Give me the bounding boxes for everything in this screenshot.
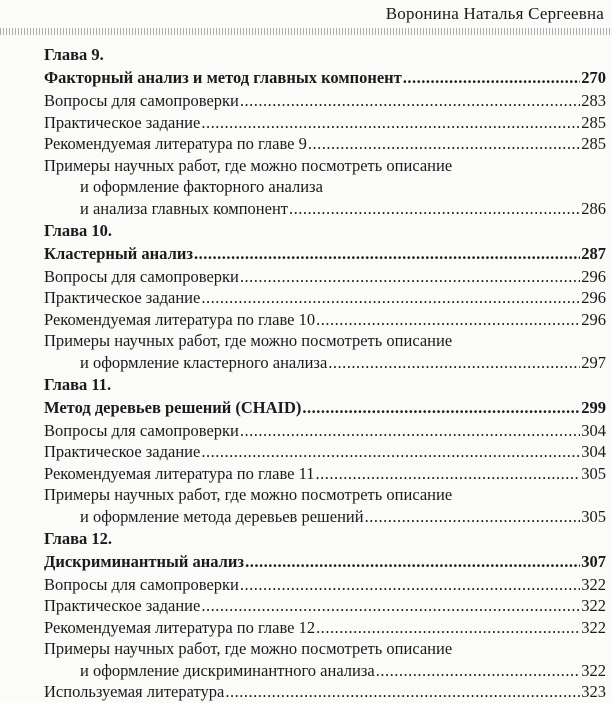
chapter-label: Глава 9.: [44, 45, 104, 64]
entry-title-line: Примеры научных работ, где можно посмотреть описание: [44, 485, 453, 505]
entry-title-line: и оформление дискриминантного анализа: [80, 660, 375, 680]
chapter-block: [44, 44, 606, 220]
toc-entry[interactable]: [44, 463, 606, 485]
chapter-title-entry[interactable]: [44, 396, 606, 420]
dot-leader: [328, 352, 580, 374]
dot-leader: [240, 90, 580, 112]
dot-leader: [194, 242, 580, 266]
toc-entry[interactable]: [44, 420, 606, 442]
page-number: 285: [581, 134, 606, 154]
chapter-title: Метод деревьев решений (CHAID): [44, 397, 302, 417]
page-number: 285: [581, 112, 606, 132]
examples-entry[interactable]: [44, 484, 606, 527]
page-number: 304: [581, 442, 606, 462]
entry-title-line: и оформление метода деревьев решений: [80, 506, 364, 526]
page-number: 297: [581, 352, 606, 372]
chapter-title-entry[interactable]: [44, 242, 606, 266]
page-number: 270: [581, 68, 606, 87]
chapter-block: [44, 528, 606, 682]
header-rule: [0, 28, 612, 35]
toc-entry[interactable]: [44, 90, 606, 112]
entry-title: Практическое задание: [44, 442, 201, 462]
page-number: 322: [581, 596, 606, 616]
entry-title-line: Примеры научных работ, где можно посмотреть описание: [44, 331, 453, 351]
toc-entry[interactable]: [44, 266, 606, 288]
dot-leader: [225, 681, 580, 703]
entry-title-line: и оформление факторного анализа: [80, 177, 323, 197]
page-number: 283: [581, 91, 606, 110]
table-of-contents: [44, 44, 606, 703]
entry-title: Практическое задание: [44, 112, 201, 132]
dot-leader: [289, 198, 580, 220]
entry-title: Вопросы для самопроверки: [44, 574, 239, 594]
dot-leader: [308, 133, 580, 155]
chapter-title: Кластерный анализ: [44, 243, 193, 263]
entry-title: Вопросы для самопроверки: [44, 266, 239, 286]
page-number: 286: [581, 198, 606, 218]
toc-entry[interactable]: [44, 287, 606, 309]
chapter-block: [44, 220, 606, 374]
page-number: 296: [581, 266, 606, 286]
page-number: 305: [581, 506, 606, 526]
dot-leader: [365, 506, 581, 528]
entry-title: Практическое задание: [44, 288, 201, 308]
entry-title: Рекомендуемая литература по главе 12: [44, 617, 316, 637]
dot-leader: [201, 112, 580, 134]
dot-leader: [240, 574, 580, 596]
chapter-block: [44, 374, 606, 528]
page-number: 304: [581, 420, 606, 440]
entry-title: Рекомендуемая литература по главе 11: [44, 463, 315, 483]
dot-leader: [316, 617, 580, 639]
toc-entry[interactable]: [44, 617, 606, 639]
toc-entry[interactable]: [44, 112, 606, 134]
chapter-title-entry[interactable]: [44, 66, 606, 90]
page-number: 287: [581, 243, 606, 263]
dot-leader: [403, 66, 580, 90]
entry-title: Рекомендуемая литература по главе 10: [44, 309, 316, 329]
entry-title-line: Примеры научных работ, где можно посмотреть описание: [44, 639, 453, 659]
dot-leader: [316, 463, 581, 485]
chapter-label: Глава 10.: [44, 220, 113, 240]
page-number: 296: [581, 309, 606, 329]
entry-title: Вопросы для самопроверки: [44, 420, 239, 440]
examples-entry[interactable]: [44, 638, 606, 681]
page-number: 296: [581, 288, 606, 308]
examples-entry[interactable]: [44, 330, 606, 373]
chapter-label: Глава 12.: [44, 528, 113, 548]
chapter-title: Факторный анализ и метод главных компонент: [44, 68, 402, 87]
toc-entry-references[interactable]: [44, 681, 606, 703]
page-number: 305: [581, 463, 606, 483]
entry-title: Практическое задание: [44, 596, 201, 616]
toc-entry[interactable]: [44, 441, 606, 463]
entry-title: Используемая литература: [44, 682, 225, 702]
page-number: 323: [581, 682, 606, 702]
entry-title-line: и анализа главных компонент: [80, 198, 289, 218]
dot-leader: [245, 550, 580, 574]
toc-entry[interactable]: [44, 574, 606, 596]
chapter-title-entry[interactable]: [44, 550, 606, 574]
entry-title-line: и оформление кластерного анализа: [80, 352, 328, 372]
dot-leader: [201, 595, 580, 617]
dot-leader: [201, 441, 580, 463]
entry-title: Рекомендуемая литература по главе 9: [44, 134, 307, 154]
toc-entry[interactable]: [44, 595, 606, 617]
dot-leader: [302, 396, 580, 420]
dot-leader: [201, 287, 580, 309]
dot-leader: [240, 420, 580, 442]
entry-title: Вопросы для самопроверки: [44, 91, 239, 110]
dot-leader: [376, 660, 581, 682]
page-number: 307: [581, 551, 606, 571]
running-header-author: Воронина Наталья Сергеевна: [385, 4, 604, 23]
chapter-title: Дискриминантный анализ: [44, 551, 245, 571]
page-number: 322: [581, 617, 606, 637]
entry-title-line: Примеры научных работ, где можно посмотреть описание: [44, 155, 453, 175]
page-number: 322: [581, 660, 606, 680]
dot-leader: [240, 266, 580, 288]
toc-entry[interactable]: [44, 133, 606, 155]
page-number: 299: [581, 397, 606, 417]
toc-entry[interactable]: [44, 309, 606, 331]
dot-leader: [316, 309, 580, 331]
chapter-label: Глава 11.: [44, 374, 112, 394]
examples-entry[interactable]: [44, 155, 606, 220]
page-number: 322: [581, 574, 606, 594]
